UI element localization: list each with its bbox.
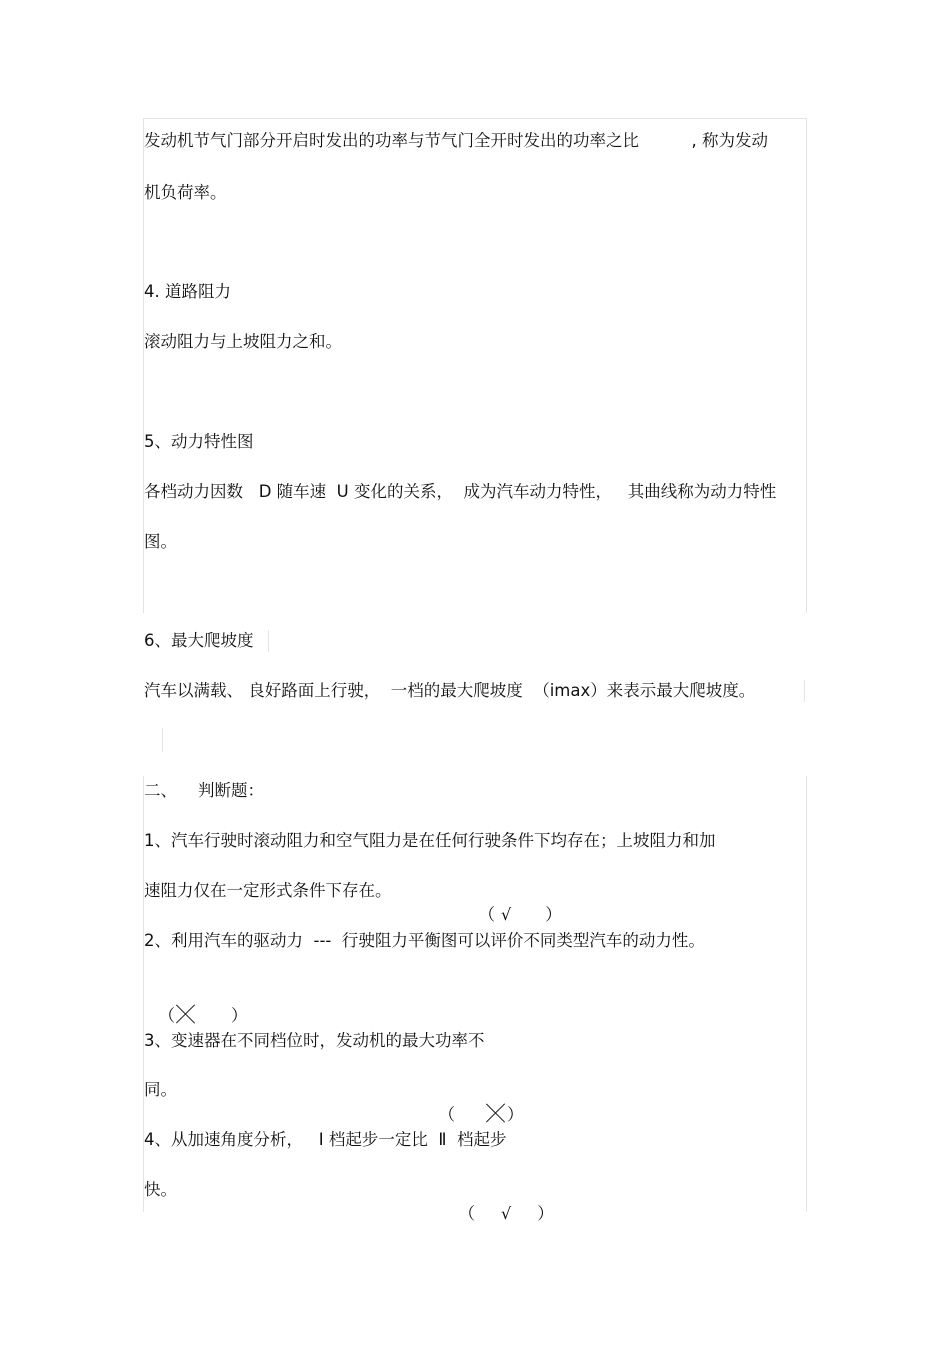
question-4-answer (448, 1178, 554, 1226)
paren-close: ） (545, 905, 562, 924)
definition-dynamic-chart-1: 各档动力因数 D 随车速 U 变化的关系， 成为汽车动力特性， 其曲线称为动力特性 (144, 482, 777, 501)
section-title-judgment: 二、 判断题： (144, 781, 264, 800)
question-3-answer (428, 1078, 524, 1127)
question-3-line-1: 3、变速器在不同档位时，发动机的最大功率不 (144, 1031, 485, 1050)
check-icon: √ (501, 1204, 512, 1223)
definition-road-resistance: 滚动阻力与上坡阻力之和。 (144, 332, 342, 351)
right-rule-1 (806, 118, 807, 613)
check-icon: √ (501, 905, 512, 924)
cross-icon (485, 1102, 507, 1124)
question-1-line-2: 速阻力仅在一定形式条件下存在。 (144, 881, 392, 900)
definition-dynamic-chart-2: 图。 (144, 532, 177, 551)
right-rule-2 (268, 630, 269, 652)
question-2-answer (148, 979, 248, 1028)
left-rule-2 (162, 728, 163, 752)
heading-max-grade: 6、最大爬坡度 (144, 631, 254, 650)
heading-dynamic-chart: 5、动力特性图 (144, 432, 254, 451)
paren-close: ） (507, 1105, 524, 1124)
question-2-line-1: 2、利用汽车的驱动力 --- 行驶阻力平衡图可以评价不同类型汽车的动力性。 (144, 931, 705, 950)
question-4-line-1: 4、从加速角度分析， Ⅰ 档起步一定比 Ⅱ 档起步 (144, 1130, 507, 1149)
paren-open: （ (158, 1006, 175, 1025)
paren-close: ） (537, 1204, 554, 1223)
question-1-answer (468, 879, 562, 927)
right-rule-4 (806, 776, 807, 1212)
cross-icon (175, 1003, 197, 1025)
paren-open: （ (478, 905, 495, 924)
paren-open: （ (438, 1105, 455, 1124)
definition-max-grade: 汽车以满载、 良好路面上行驶， 一档的最大爬坡度 （imax）来表示最大爬坡度。 (144, 681, 756, 700)
definition-line-2: 机负荷率。 (144, 183, 227, 202)
question-1-line-1: 1、汽车行驶时滚动阻力和空气阻力是在任何行驶条件下均存在；上坡阻力和加 (144, 831, 716, 850)
right-rule-3 (804, 680, 805, 702)
question-3-line-2: 同。 (144, 1080, 177, 1099)
paren-close: ） (231, 1006, 248, 1025)
question-4-line-2: 快。 (144, 1180, 177, 1199)
heading-road-resistance: 4. 道路阻力 (144, 282, 231, 301)
top-rule (143, 118, 807, 119)
definition-line-1: 发动机节气门部分开启时发出的功率与节气门全开时发出的功率之比 , 称为发动 (144, 131, 768, 150)
paren-open: （ (458, 1204, 475, 1223)
